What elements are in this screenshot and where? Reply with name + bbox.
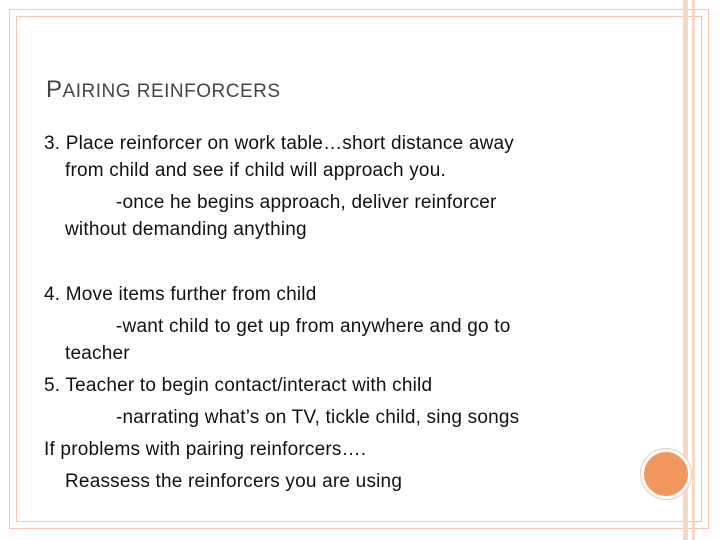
slide-title: [46, 76, 281, 104]
body-line-7: teacher: [65, 343, 130, 364]
body-line-5: 4. Move items further from child: [44, 284, 317, 305]
body-line-11: Reassess the reinforcers you are using: [65, 471, 403, 492]
body-line-9: -narrating what’s on TV, tickle child, sing songs: [116, 407, 520, 428]
body-line-8: 5. Teacher to begin contact/interact with child: [44, 375, 433, 396]
decorative-side-bar-thin: [692, 0, 695, 540]
title-rest: AIRING REINFORCERS: [62, 81, 281, 102]
body-line-4: without demanding anything: [65, 219, 307, 240]
decorative-accent-circle: [641, 449, 691, 499]
body-line-2: from child and see if child will approach you.: [65, 160, 446, 181]
body-line-3: -once he begins approach, deliver reinforcer: [116, 192, 497, 213]
title-initial: P: [46, 76, 63, 103]
body-line-6: -want child to get up from anywhere and go to: [116, 316, 511, 337]
body-line-1: 3. Place reinforcer on work table…short distance away: [44, 133, 514, 154]
body-line-10: If problems with pairing reinforcers….: [44, 439, 367, 460]
